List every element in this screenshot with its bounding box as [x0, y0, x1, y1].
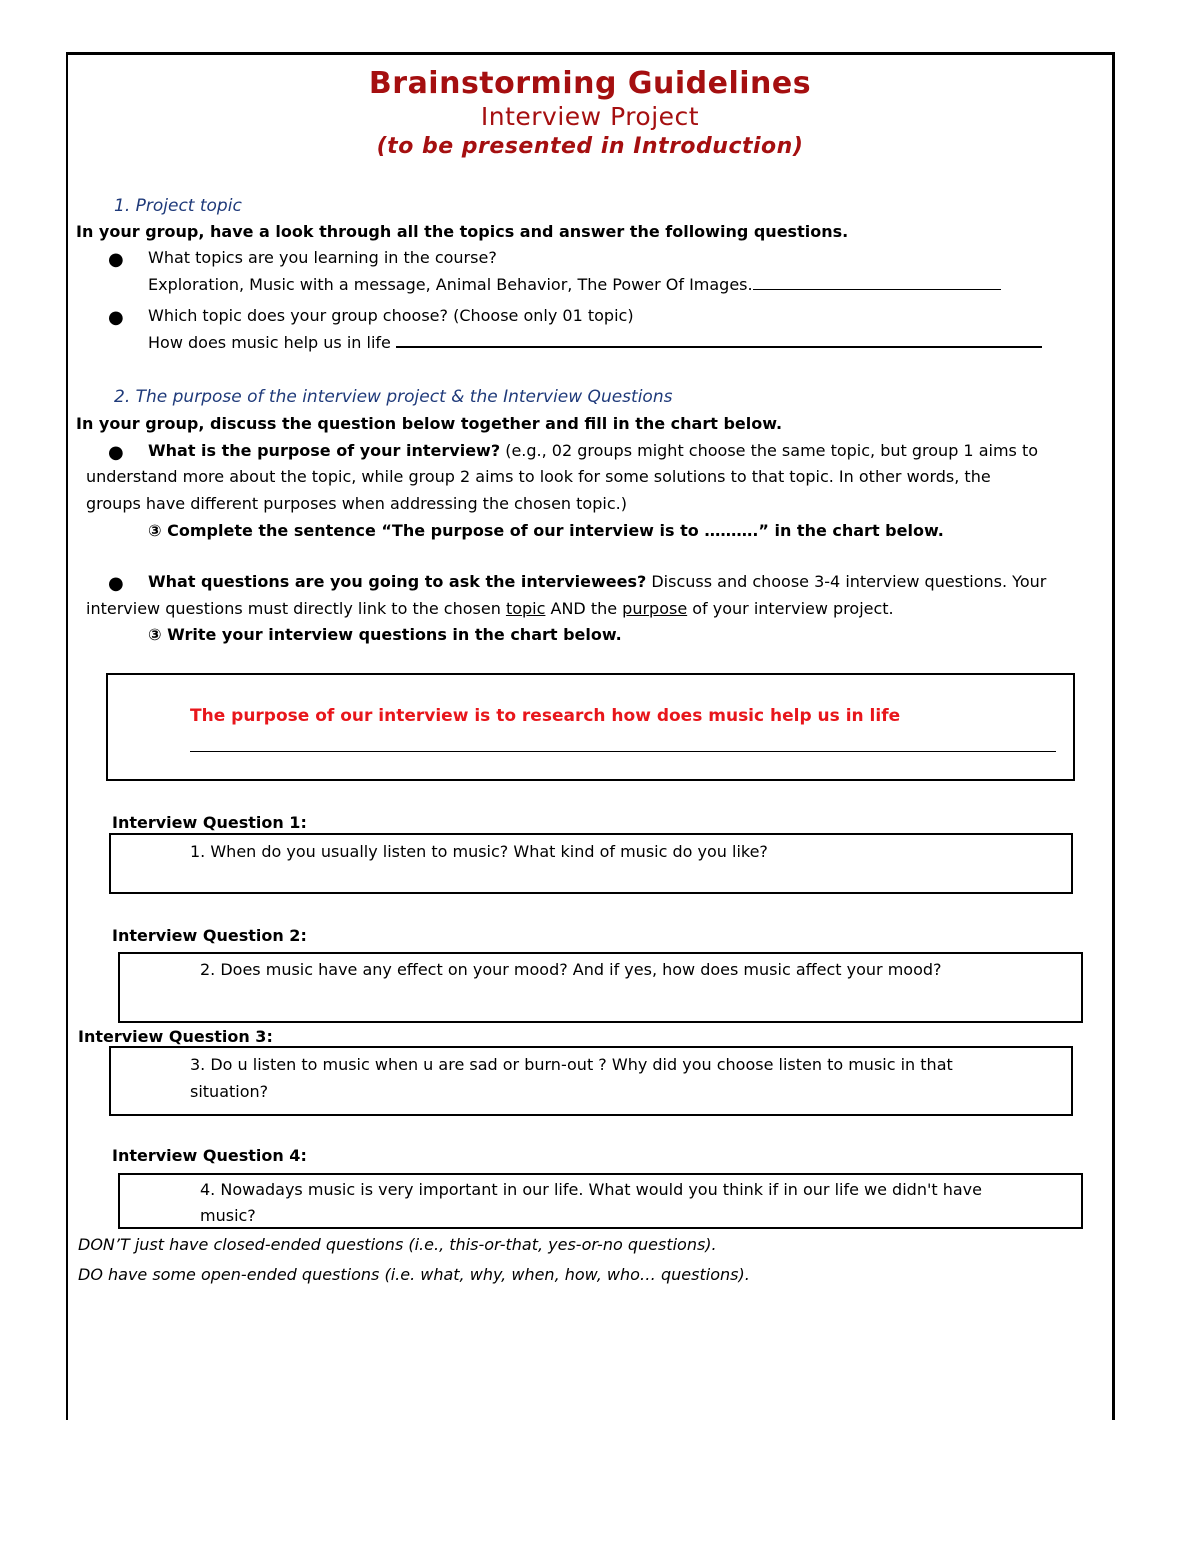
- presentation-note: (to be presented in Introduction): [376, 134, 804, 159]
- section1-heading: 1. Project topic: [114, 196, 242, 216]
- bullet-icon: ●: [108, 573, 124, 594]
- answer-line: [396, 332, 1042, 348]
- topics-question: What topics are you learning in the course?: [148, 248, 497, 267]
- question-box: [109, 1046, 1073, 1116]
- complete-sentence-instruction: ③ Complete the sentence “The purpose of our interview is to ……….” in the chart below.: [148, 521, 944, 540]
- page-title: Brainstorming Guidelines: [368, 66, 812, 101]
- answer-line: [753, 275, 1001, 290]
- question-label: Interview Question 4:: [112, 1146, 307, 1165]
- closed-questions-warning: DON’T just have closed-ended questions (i.e., this-or-that, yes-or-no questions).: [78, 1235, 717, 1254]
- question-text: music?: [200, 1206, 256, 1225]
- questions-prompt: What questions are you going to ask the interviewees? Discuss and choose 3-4 interview questions. Your: [148, 572, 1047, 591]
- question-box: [109, 833, 1073, 894]
- topics-answer: Exploration, Music with a message, Animal Behavior, The Power Of Images.: [148, 275, 1001, 294]
- bullet-icon: ●: [108, 249, 124, 270]
- purpose-question: What is the purpose of your interview? (e.g., 02 groups might choose the same topic, but group 1 aims to: [148, 441, 1039, 460]
- question-text: 4. Nowadays music is very important in our life. What would you think if in our life we didn't have: [200, 1180, 982, 1199]
- purpose-explanation-line2: understand more about the topic, while group 2 aims to look for some solutions to that topic. In other words, the: [86, 467, 991, 486]
- question-label: Interview Question 2:: [112, 926, 307, 945]
- section2-instruction: In your group, discuss the question below together and fill in the chart below.: [76, 414, 783, 433]
- purpose-box: [106, 673, 1075, 781]
- topic-choice-answer: How does music help us in life: [148, 332, 1042, 352]
- page-subtitle: Interview Project: [480, 102, 700, 131]
- write-questions-instruction: ③ Write your interview questions in the chart below.: [148, 625, 622, 644]
- question-text: situation?: [190, 1082, 269, 1101]
- purpose-explanation-line3: groups have different purposes when addressing the chosen topic.): [86, 494, 627, 513]
- topic-choice-question: Which topic does your group choose? (Choose only 01 topic): [148, 306, 634, 325]
- bullet-icon: ●: [108, 307, 124, 328]
- bullet-icon: ●: [108, 442, 124, 463]
- question-text: 1. When do you usually listen to music? What kind of music do you like?: [190, 842, 768, 861]
- question-text: 3. Do u listen to music when u are sad or burn-out ? Why did you choose listen to music in that: [190, 1055, 953, 1074]
- question-label: Interview Question 3:: [78, 1027, 273, 1046]
- purpose-underline: [190, 751, 1056, 752]
- purpose-statement: The purpose of our interview is to research how does music help us in life: [190, 706, 901, 726]
- section2-heading: 2. The purpose of the interview project & the Interview Questions: [114, 387, 673, 407]
- question-box: [118, 1173, 1083, 1229]
- question-label: Interview Question 1:: [112, 813, 307, 832]
- question-text: 2. Does music have any effect on your mood? And if yes, how does music affect your mood?: [200, 960, 942, 979]
- open-questions-advice: DO have some open-ended questions (i.e. what, why, when, how, who… questions).: [78, 1265, 750, 1284]
- question-box: [118, 952, 1083, 1023]
- section1-instruction: In your group, have a look through all the topics and answer the following questions.: [76, 222, 849, 241]
- questions-prompt-line2: interview questions must directly link to the chosen topic AND the purpose of your interview project.: [86, 599, 894, 618]
